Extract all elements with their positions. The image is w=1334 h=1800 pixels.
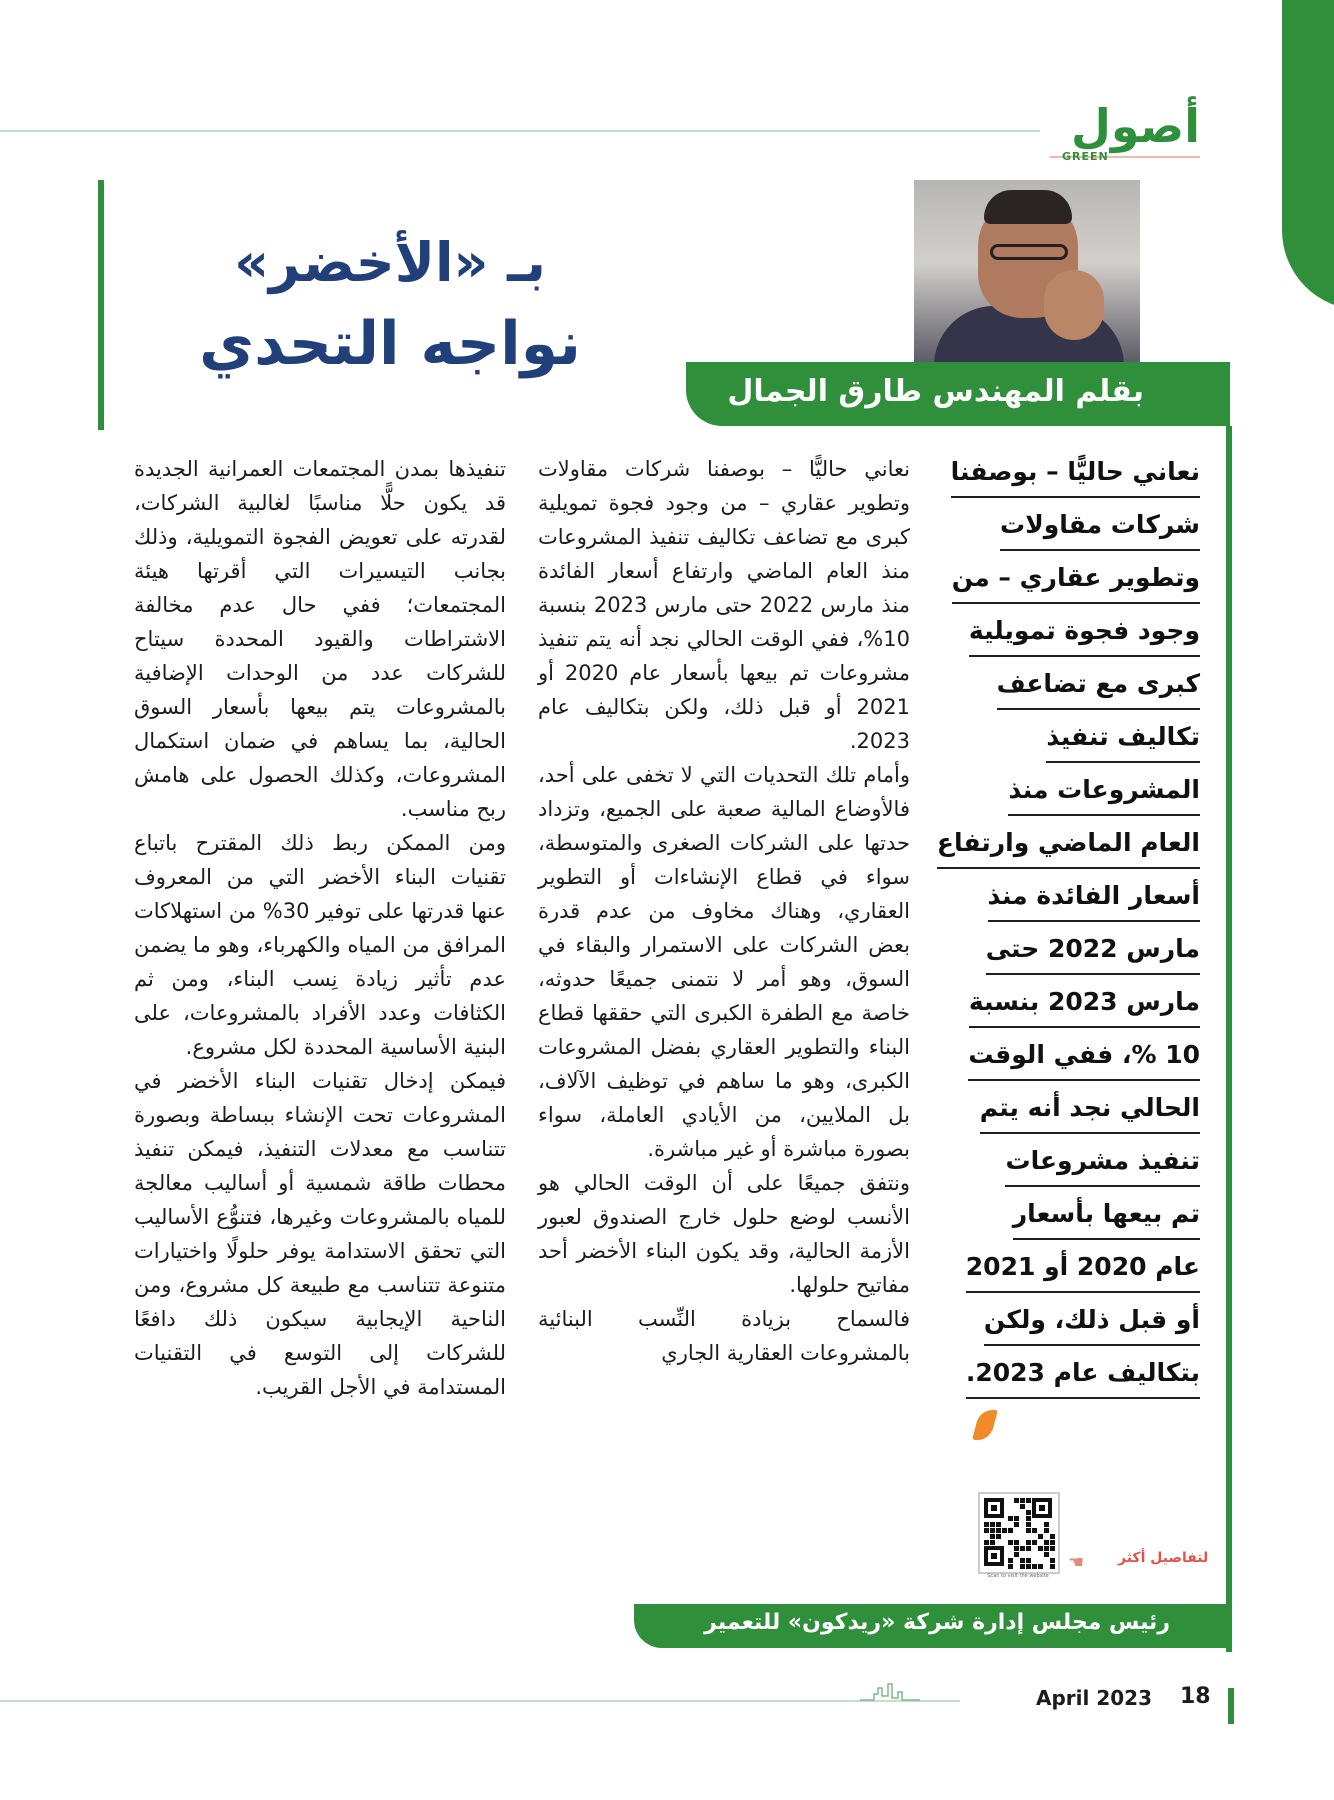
headline-line-1: بـ «الأخضر»: [234, 231, 546, 294]
qr-module: [1050, 1540, 1055, 1545]
qr-module: [1026, 1528, 1031, 1533]
qr-module: [1020, 1546, 1025, 1551]
pull-quote-line: تنفيذ مشروعات: [1005, 1137, 1200, 1187]
page-number-accent: [1228, 1688, 1234, 1724]
pull-quote-line: مارس 2022 حتى: [986, 925, 1200, 975]
qr-module: [1032, 1564, 1037, 1569]
logo-subtitle: GREEN: [1062, 150, 1109, 163]
pull-quote-line: العام الماضي وارتفاع: [937, 819, 1200, 869]
body-paragraph: فيمكن إدخال تقنيات البناء الأخضر في المشروعات تحت الإنشاء ببساطة وبصورة تتناسب مع معدلات التنفيذ، فيمكن تنفيذ محطات طاقة شمسية أو أساليب معالجة للمياه بالمشروعات وغيرها، فتنوُّع الأساليب التي تحقق الاستدامة يوفر حلولًا واختيارات متنوعة تتناسب مع طبيعة كل مشروع، ومن الناحية الإيجابية سيكون ذلك دافعًا للشركات إلى التوسع في التقنيات المستدامة في الأجل القريب.: [134, 1069, 506, 1399]
qr-module: [1044, 1522, 1049, 1527]
pull-quote-line: تم بيعها بأسعار: [1013, 1190, 1200, 1240]
qr-module: [1014, 1546, 1019, 1551]
qr-module: [1008, 1528, 1013, 1533]
pull-quote-line: بتكاليف عام 2023.: [966, 1349, 1200, 1399]
qr-module: [1050, 1534, 1055, 1539]
page-number: 18: [1180, 1684, 1211, 1709]
author-photo: [914, 180, 1140, 364]
qr-module: [990, 1540, 995, 1545]
qr-module: [990, 1522, 995, 1527]
pull-quote-line: 10 %، ففي الوقت: [968, 1031, 1200, 1081]
pull-quote-line: أسعار الفائدة منذ: [988, 872, 1201, 922]
qr-module: [1026, 1522, 1031, 1527]
qr-module: [1026, 1510, 1031, 1515]
qr-module: [1008, 1564, 1013, 1569]
qr-module: [1020, 1504, 1025, 1509]
pull-quote-line: أو قبل ذلك، ولكن: [984, 1296, 1200, 1346]
qr-module: [1038, 1564, 1043, 1569]
qr-module: [1026, 1516, 1031, 1521]
qr-module: [1044, 1546, 1049, 1551]
qr-module: [1026, 1558, 1031, 1563]
pull-quote-line: شركات مقاولات: [1000, 501, 1200, 551]
pull-quote-line: عام 2020 أو 2021: [966, 1243, 1200, 1293]
qr-module: [1014, 1540, 1019, 1545]
qr-code[interactable]: [978, 1492, 1060, 1574]
photo-glasses: [990, 244, 1068, 260]
qr-module: [1044, 1540, 1049, 1545]
qr-module: [1008, 1516, 1013, 1521]
qr-module: [1032, 1540, 1037, 1545]
qr-module: [1014, 1516, 1019, 1521]
body-paragraph: نعاني حاليًّا – بوصفنا شركات مقاولات وتطوير عقاري – من وجود فجوة تمويلية كبرى مع تضاعف تكاليف تنفيذ المشروعات منذ العام الماضي وارتفاع أسعار الفائدة منذ مارس 2022 حتى مارس 2023 بنسبة 10%، ففي الوقت الحالي نجد أنه يتم تنفيذ مشروعات تم بيعها بأسعار عام 2020 أو 2021 أو قبل ذلك، ولكن بتكاليف عام 2023.: [538, 457, 911, 753]
qr-module: [1020, 1498, 1025, 1503]
body-paragraph: فالسماح بزيادة النِّسب البنائية بالمشروعات العقارية الجاري: [538, 1307, 910, 1365]
top-divider: [0, 130, 1040, 132]
pull-quote-line: وجود فجوة تمويلية: [969, 607, 1200, 657]
byline-text: بقلم المهندس طارق الجمال: [727, 374, 1144, 409]
photo-hands: [1044, 270, 1104, 340]
pull-quote-line: الحالي نجد أنه يتم: [980, 1084, 1200, 1134]
qr-module: [1008, 1558, 1013, 1563]
qr-module: [1038, 1546, 1043, 1551]
qr-module: [1050, 1558, 1055, 1563]
qr-module: [1050, 1546, 1055, 1551]
qr-module: [1020, 1564, 1025, 1569]
pointing-hand-icon: ☚: [1068, 1552, 1085, 1573]
qr-module: [1014, 1522, 1019, 1527]
qr-module: [984, 1528, 989, 1533]
pull-quote-line: مارس 2023 بنسبة: [969, 978, 1200, 1028]
qr-module: [996, 1528, 1001, 1533]
body-paragraph: وأمام تلك التحديات التي لا تخفى على أحد، فالأوضاع المالية صعبة على الجميع، وتزداد حدتها على الشركات الصغرى والمتوسطة، سواء في قطاع الإنشاءات أو التطوير العقاري، وهناك مخاوف من عدم قدرة بعض الشركات على الاستمرار والبقاء في السوق، وهو أمر لا نتمنى جميعًا حدوثه، خاصة مع الطفرة الكبرى التي حققها قطاع البناء والتطوير العقاري بفضل المشروعات الكبرى، وهو ما ساهم في توظيف الآلاف، بل الملايين، من الأيادي العاملة، سواء بصورة مباشرة أو غير مباشرة.: [538, 763, 910, 1161]
headline-accent-bar: [98, 180, 104, 430]
qr-module: [1026, 1546, 1031, 1551]
qr-module: [996, 1534, 1001, 1539]
issue-date: April 2023: [1036, 1686, 1152, 1710]
pull-quote-line: وتطوير عقاري – من: [952, 554, 1200, 604]
photo-hair: [984, 190, 1072, 224]
pull-quote-line: تكاليف تنفيذ: [1046, 713, 1200, 763]
qr-module: [1044, 1552, 1049, 1557]
qr-caption: Scan to visit the website: [987, 1573, 1049, 1579]
body-paragraph: ونتفق جميعًا على أن الوقت الحالي هو الأنسب لوضع حلول خارج الصندوق لعبور الأزمة الحالية، وقد يكون البناء الأخضر أحد مفاتيح حلولها.: [538, 1171, 910, 1297]
qr-module: [1050, 1564, 1055, 1569]
qr-finder: [984, 1546, 1004, 1566]
qr-module: [990, 1528, 995, 1533]
logo-wordmark: أصول: [1071, 99, 1200, 153]
qr-module: [996, 1522, 1001, 1527]
qr-label: لتفاصيل أكثر: [1118, 1550, 1209, 1566]
body-column-middle: [538, 452, 910, 1370]
qr-module: [984, 1522, 989, 1527]
article-headline: [180, 225, 600, 387]
qr-module: [990, 1534, 995, 1539]
section-tab: [1282, 0, 1334, 310]
byline-banner: [686, 362, 1230, 426]
qr-module: [1026, 1498, 1031, 1503]
qr-module: [1044, 1528, 1049, 1533]
qr-module: [984, 1540, 989, 1545]
qr-module: [1032, 1528, 1037, 1533]
body-column-left: [134, 452, 506, 1404]
headline-line-2: نواجه التحدي: [199, 309, 581, 379]
qr-module: [1020, 1558, 1025, 1563]
pull-quote-line: نعاني حاليًّا – بوصفنا: [951, 448, 1200, 498]
qr-module: [1008, 1540, 1013, 1545]
pull-quote-line: المشروعات منذ: [1008, 766, 1200, 816]
skyline-icon: [860, 1680, 920, 1702]
qr-module: [1014, 1552, 1019, 1557]
qr-module: [1014, 1498, 1019, 1503]
author-title: رئيس مجلس إدارة شركة «ريدكون» للتعمير: [704, 1610, 1170, 1635]
pull-quote: [936, 448, 1200, 1402]
author-title-banner: [634, 1604, 1230, 1648]
bottom-divider: [0, 1700, 960, 1702]
qr-module: [1026, 1540, 1031, 1545]
qr-finder: [984, 1498, 1004, 1518]
qr-finder: [1032, 1498, 1052, 1518]
body-paragraph: ومن الممكن ربط ذلك المقترح باتباع تقنيات البناء الأخضر التي من المعروف عنها قدرتها على توفير 30% من استهلاكات المرافق من المياه والكهرباء، وهو ما يضمن عدم تأثير زيادة نِسب البناء، ومن ثم الكثافات وعدد الأفراد بالمشروعات، على البنية الأساسية المحددة لكل مشروع.: [134, 831, 506, 1059]
body-paragraph: تنفيذها بمدن المجتمعات العمرانية الجديدة قد يكون حلًّا مناسبًا لغالبية الشركات، لقدرته على تعويض الفجوة التمويلية، وذلك بجانب التيسيرات التي أقرتها هيئة المجتمعات؛ ففي حال عدم مخالفة الاشتراطات والقيود المحددة سيتاح للشركات عدد من الوحدات الإضافية بالمشروعات يتم بيعها بأسعار السوق الحالية، بما يساهم في ضمان استكمال المشروعات، وكذلك الحصول على هامش ربح مناسب.: [134, 457, 506, 821]
qr-module: [1026, 1564, 1031, 1569]
pull-quote-line: كبرى مع تضاعف: [997, 660, 1200, 710]
pull-quote-rule: [1226, 426, 1232, 1652]
qr-module: [1002, 1528, 1007, 1533]
quote-mark-icon: [972, 1410, 998, 1440]
qr-module: [1038, 1534, 1043, 1539]
magazine-logo: [1050, 100, 1210, 170]
